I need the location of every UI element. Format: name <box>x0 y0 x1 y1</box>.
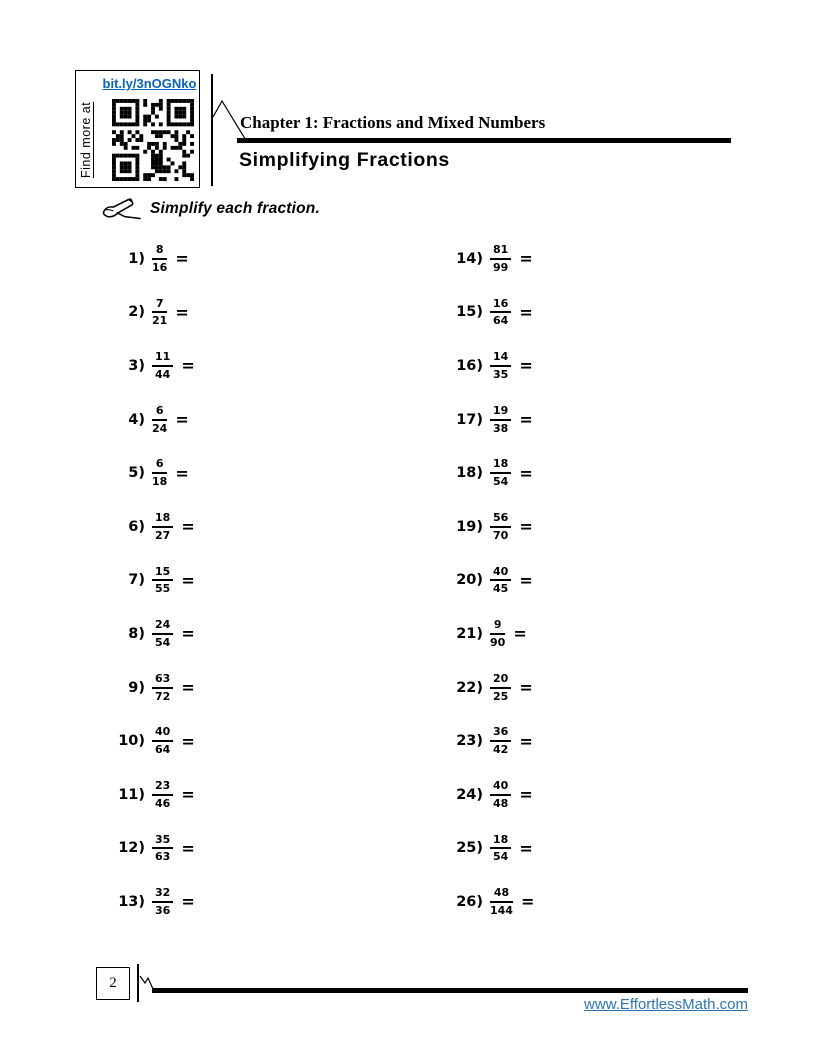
problem-number: 8) <box>128 625 145 642</box>
fraction-denominator: 35 <box>493 367 509 381</box>
problem-row <box>447 822 707 876</box>
equals-sign: = <box>519 356 533 376</box>
problem-number: 22) <box>456 679 483 696</box>
fraction-denominator: 38 <box>493 421 509 435</box>
problems-column-left <box>109 232 369 929</box>
problem-row <box>447 500 707 554</box>
problem-number: 16) <box>456 357 483 374</box>
fraction-denominator: 63 <box>155 850 171 864</box>
problem-row <box>109 554 369 608</box>
problems-column-right <box>447 232 707 929</box>
problem-number: 25) <box>456 840 483 857</box>
equals-sign: = <box>181 356 195 376</box>
fraction-denominator: 21 <box>152 314 168 328</box>
equals-sign: = <box>175 410 189 430</box>
problem-number: 26) <box>456 893 483 910</box>
problem-row <box>109 661 369 715</box>
fraction-denominator: 70 <box>493 528 509 542</box>
fraction-numerator: 6 <box>152 457 167 474</box>
problem-number: 1) <box>128 250 145 267</box>
equals-sign: = <box>181 517 195 537</box>
problem-row <box>447 554 707 608</box>
fraction-numerator: 24 <box>152 618 173 635</box>
fraction-numerator: 48 <box>490 886 513 903</box>
problem-row <box>447 875 707 929</box>
page-number: 2 <box>109 975 117 991</box>
fraction <box>490 833 511 865</box>
problem-row <box>447 232 707 286</box>
fraction-numerator: 14 <box>490 350 511 367</box>
equals-sign: = <box>175 249 189 269</box>
fraction-denominator: 42 <box>493 743 509 757</box>
fraction <box>152 886 173 918</box>
fraction-numerator: 18 <box>490 457 511 474</box>
fraction-numerator: 16 <box>490 297 511 314</box>
equals-sign: = <box>519 463 533 483</box>
problem-number: 2) <box>128 304 145 321</box>
equals-sign: = <box>175 463 189 483</box>
problem-row <box>447 714 707 768</box>
equals-sign: = <box>181 624 195 644</box>
fraction-numerator: 36 <box>490 725 511 742</box>
problem-number: 5) <box>128 465 145 482</box>
qr-shortlink[interactable]: bit.ly/3nOGNko <box>102 76 197 91</box>
fraction-numerator: 40 <box>490 779 511 796</box>
fraction-numerator: 35 <box>152 833 173 850</box>
fraction-denominator: 54 <box>493 475 509 489</box>
problem-number: 6) <box>128 518 145 535</box>
fraction <box>490 672 511 704</box>
equals-sign: = <box>181 785 195 805</box>
fraction-numerator: 20 <box>490 672 511 689</box>
problem-number: 18) <box>456 465 483 482</box>
header-rule <box>237 138 731 143</box>
fraction <box>152 457 167 489</box>
problem-number: 3) <box>128 357 145 374</box>
fraction <box>152 511 173 543</box>
problem-row <box>109 500 369 554</box>
fraction <box>490 350 511 382</box>
problem-number: 20) <box>456 572 483 589</box>
footer-rule <box>152 988 748 993</box>
qr-side-label: Find more at <box>79 101 93 179</box>
fraction <box>152 350 173 382</box>
fraction <box>490 618 505 650</box>
qr-box <box>75 70 200 188</box>
fraction-numerator: 23 <box>152 779 173 796</box>
fraction-denominator: 44 <box>155 367 171 381</box>
fraction-numerator: 40 <box>152 725 173 742</box>
fraction-denominator: 46 <box>155 796 171 810</box>
fraction <box>152 725 173 757</box>
equals-sign: = <box>181 570 195 590</box>
fraction-denominator: 45 <box>493 582 509 596</box>
equals-sign: = <box>519 517 533 537</box>
fraction-numerator: 81 <box>490 243 511 260</box>
problem-row <box>447 607 707 661</box>
problem-number: 23) <box>456 733 483 750</box>
fraction-numerator: 18 <box>490 833 511 850</box>
equals-sign: = <box>520 892 535 912</box>
fraction-numerator: 32 <box>152 886 173 903</box>
fraction-denominator: 99 <box>493 260 509 274</box>
equals-sign: = <box>519 785 533 805</box>
fraction-numerator: 19 <box>490 404 511 421</box>
problem-row <box>447 393 707 447</box>
chapter-heading: Chapter 1: Fractions and Mixed Numbers <box>240 113 546 132</box>
instruction-row <box>100 196 320 222</box>
equals-sign: = <box>519 410 533 430</box>
problem-row <box>109 393 369 447</box>
fraction <box>490 297 511 329</box>
fraction-denominator: 54 <box>155 635 171 649</box>
problem-number: 9) <box>128 679 145 696</box>
problem-number: 11) <box>118 786 145 803</box>
fraction-denominator: 48 <box>493 796 509 810</box>
equals-sign: = <box>519 249 533 269</box>
fraction-denominator: 18 <box>152 475 168 489</box>
fraction <box>152 565 173 597</box>
fraction-numerator: 18 <box>152 511 173 528</box>
fraction <box>490 243 511 275</box>
problem-row <box>447 286 707 340</box>
fraction-numerator: 9 <box>490 618 505 635</box>
problem-row <box>109 875 369 929</box>
equals-sign: = <box>519 731 533 751</box>
equals-sign: = <box>181 678 195 698</box>
page-number-box <box>96 967 130 1000</box>
fraction <box>152 404 167 436</box>
fraction-denominator: 27 <box>155 528 171 542</box>
problem-row <box>109 446 369 500</box>
fraction-numerator: 6 <box>152 404 167 421</box>
problem-number: 24) <box>456 786 483 803</box>
problem-row <box>447 339 707 393</box>
fraction <box>490 404 511 436</box>
fraction-numerator: 7 <box>152 297 167 314</box>
fraction-denominator: 54 <box>493 850 509 864</box>
problem-number: 19) <box>456 518 483 535</box>
problem-number: 15) <box>456 304 483 321</box>
problem-row <box>109 714 369 768</box>
fraction <box>490 565 511 597</box>
problem-row <box>109 768 369 822</box>
fraction-numerator: 15 <box>152 565 173 582</box>
fraction-denominator: 144 <box>490 903 513 917</box>
fraction <box>152 618 173 650</box>
equals-sign: = <box>181 731 195 751</box>
problem-row <box>109 822 369 876</box>
fraction-numerator: 40 <box>490 565 511 582</box>
problem-row <box>109 232 369 286</box>
fraction-denominator: 24 <box>152 421 168 435</box>
writing-hand-icon <box>100 196 142 222</box>
fraction-numerator: 63 <box>152 672 173 689</box>
fraction-numerator: 56 <box>490 511 511 528</box>
footer-website-link[interactable]: www.EffortlessMath.com <box>584 996 748 1013</box>
fraction-numerator: 11 <box>152 350 173 367</box>
problem-number: 12) <box>118 840 145 857</box>
equals-sign: = <box>519 678 533 698</box>
fraction <box>490 725 511 757</box>
problem-row <box>447 768 707 822</box>
fraction-denominator: 90 <box>490 635 506 649</box>
problem-number: 21) <box>456 625 483 642</box>
qr-code-icon <box>112 98 194 182</box>
fraction-denominator: 55 <box>155 582 171 596</box>
fraction <box>490 511 511 543</box>
problem-number: 14) <box>456 250 483 267</box>
fraction-denominator: 64 <box>493 314 509 328</box>
fraction-denominator: 25 <box>493 689 509 703</box>
equals-sign: = <box>181 838 195 858</box>
fraction-numerator: 8 <box>152 243 167 260</box>
problem-row <box>447 446 707 500</box>
equals-sign: = <box>181 892 195 912</box>
fraction <box>490 779 511 811</box>
equals-sign: = <box>519 570 533 590</box>
equals-sign: = <box>513 624 527 644</box>
fraction <box>152 672 173 704</box>
equals-sign: = <box>519 838 533 858</box>
fraction-denominator: 72 <box>155 689 171 703</box>
problem-row <box>109 607 369 661</box>
fraction-denominator: 64 <box>155 743 171 757</box>
fraction <box>490 886 513 918</box>
equals-sign: = <box>175 302 189 322</box>
fraction <box>152 779 173 811</box>
fraction-denominator: 36 <box>155 903 171 917</box>
fraction <box>152 833 173 865</box>
problem-number: 17) <box>456 411 483 428</box>
fraction <box>152 297 167 329</box>
problem-number: 7) <box>128 572 145 589</box>
problem-row <box>109 286 369 340</box>
problem-row <box>447 661 707 715</box>
instruction-text: Simplify each fraction. <box>150 200 320 217</box>
problem-number: 13) <box>118 893 145 910</box>
fraction <box>152 243 167 275</box>
problem-row <box>109 339 369 393</box>
problem-number: 4) <box>128 411 145 428</box>
fraction <box>490 457 511 489</box>
problem-number: 10) <box>118 733 145 750</box>
page-title: Simplifying Fractions <box>239 149 450 171</box>
fraction-denominator: 16 <box>152 260 168 274</box>
equals-sign: = <box>519 302 533 322</box>
